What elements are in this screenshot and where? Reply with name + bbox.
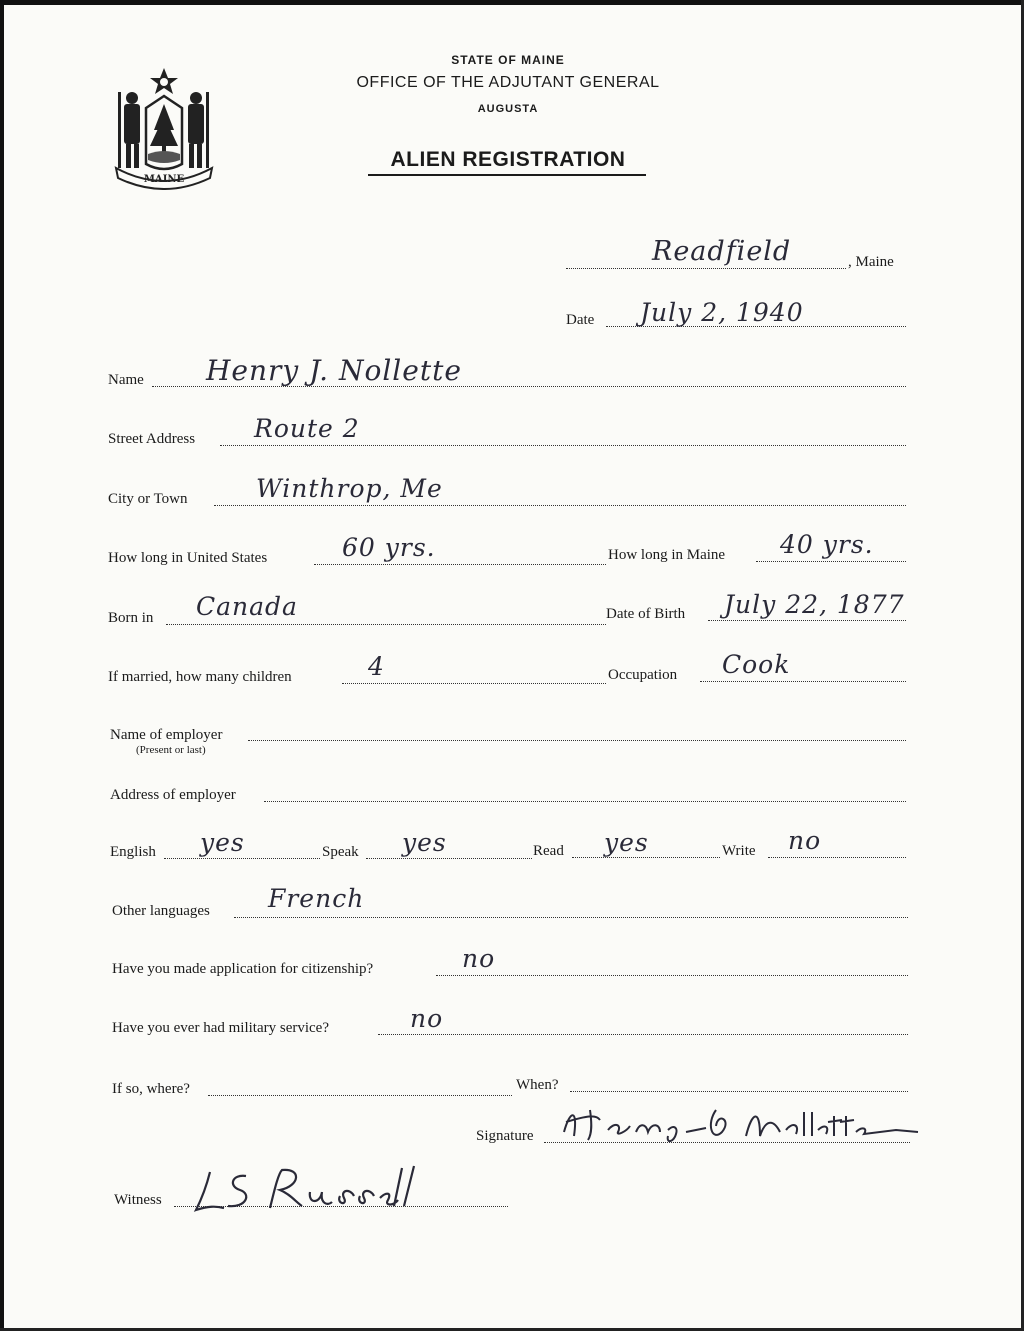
street-address-label: Street Address — [108, 431, 196, 447]
seal-banner-text: MAINE — [143, 174, 185, 185]
read-label: Read — [533, 843, 564, 859]
citizenship-line — [436, 975, 908, 976]
city-line — [214, 505, 906, 506]
street-address-line — [220, 445, 906, 446]
write-value[interactable]: no — [788, 826, 822, 855]
name-label: Name — [108, 372, 144, 388]
write-line — [768, 857, 906, 858]
when-line — [570, 1091, 908, 1092]
citizenship-label: Have you made application for citizenship? — [112, 961, 374, 977]
employer-address-line — [264, 801, 906, 802]
other-languages-label: Other languages — [112, 903, 210, 919]
born-in-value[interactable]: Canada — [196, 592, 298, 621]
children-line — [342, 683, 606, 684]
header-office: OFFICE OF THE ADJUTANT GENERAL — [356, 74, 660, 91]
born-in-line — [166, 624, 606, 625]
other-languages-value[interactable]: French — [268, 884, 365, 913]
town-value[interactable]: Readfield — [652, 236, 792, 267]
write-label: Write — [722, 843, 756, 859]
military-label: Have you ever had military service? — [112, 1020, 329, 1036]
witness-label: Witness — [114, 1192, 162, 1208]
header-city: AUGUSTA — [477, 103, 539, 115]
years-us-line — [314, 564, 606, 565]
employer-label: Name of employer — [110, 727, 223, 743]
speak-line — [366, 858, 532, 859]
when-label: When? — [516, 1077, 559, 1093]
children-value[interactable]: 4 — [368, 652, 385, 681]
date-label: Date — [566, 312, 595, 328]
other-languages-line — [234, 917, 908, 918]
date-value[interactable]: July 2, 1940 — [640, 298, 804, 327]
years-maine-label: How long in Maine — [608, 547, 726, 563]
employer-address-label: Address of employer — [110, 787, 236, 803]
maine-state-seal-icon — [110, 66, 218, 190]
speak-value[interactable]: yes — [402, 828, 447, 857]
children-label: If married, how many children — [108, 669, 292, 685]
title-underline — [368, 174, 646, 176]
occupation-line — [700, 681, 906, 682]
scan-border-left — [0, 0, 4, 1331]
military-value[interactable]: no — [410, 1004, 444, 1033]
scan-border-top — [0, 0, 1024, 5]
header-state: STATE OF MAINE — [451, 53, 565, 67]
read-value[interactable]: yes — [604, 828, 649, 857]
military-line — [378, 1034, 908, 1035]
form-title: ALIEN REGISTRATION — [390, 148, 626, 171]
town-line — [566, 268, 846, 269]
english-label: English — [110, 844, 156, 860]
employer-sublabel: (Present or last) — [136, 744, 206, 756]
years-maine-value[interactable]: 40 yrs. — [780, 530, 874, 559]
born-in-label: Born in — [108, 610, 154, 626]
english-value[interactable]: yes — [200, 828, 245, 857]
occupation-value[interactable]: Cook — [722, 650, 791, 679]
years-us-value[interactable]: 60 yrs. — [342, 533, 436, 562]
witness-handwriting[interactable] — [188, 1162, 418, 1218]
speak-label: Speak — [322, 844, 359, 860]
occupation-label: Occupation — [608, 667, 678, 683]
signature-handwriting[interactable] — [556, 1102, 926, 1148]
employer-line — [248, 740, 906, 741]
name-value[interactable]: Henry J. Nollette — [206, 354, 462, 387]
date-of-birth-line — [708, 620, 906, 621]
signature-label: Signature — [476, 1128, 534, 1144]
town-label: , Maine — [848, 254, 894, 270]
date-of-birth-label: Date of Birth — [606, 606, 686, 622]
citizenship-value[interactable]: no — [462, 944, 496, 973]
street-address-value[interactable]: Route 2 — [254, 414, 360, 443]
read-line — [572, 857, 720, 858]
where-line — [208, 1095, 512, 1096]
years-maine-line — [756, 561, 906, 562]
years-us-label: How long in United States — [108, 550, 268, 566]
city-value[interactable]: Winthrop, Me — [256, 474, 443, 503]
city-label: City or Town — [108, 491, 188, 507]
where-label: If so, where? — [112, 1081, 190, 1097]
date-of-birth-value[interactable]: July 22, 1877 — [724, 590, 905, 619]
english-line — [164, 858, 320, 859]
